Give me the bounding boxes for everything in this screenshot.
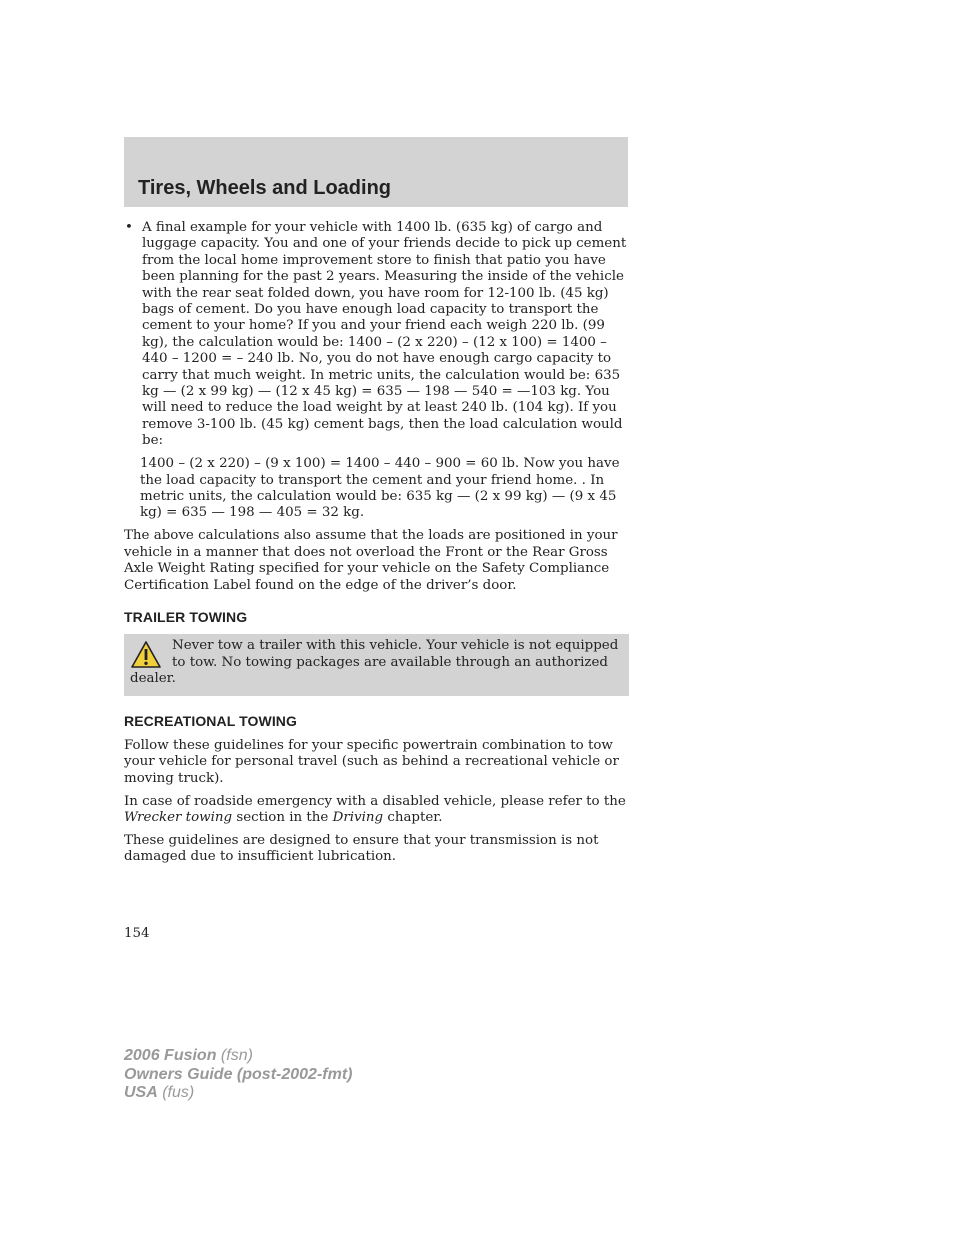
warning-icon [130, 640, 162, 670]
section-header-band [124, 137, 628, 207]
footer-line-3 [124, 1084, 352, 1103]
footer-line-1 [124, 1047, 352, 1066]
warning-text: Never tow a trailer with this vehicle. Your vehicle is not equipped to tow. No towing packages are available through an authorized dealer. [130, 638, 619, 687]
footer-model: 2006 Fusion [124, 1047, 217, 1064]
calculation-paragraph: 1400 – (2 x 220) – (9 x 100) = 1400 – 440 – 900 = 60 lb. Now you have the load capacity to transport the cement and your friend home. . In metric units, the calculation would be: 635 kg — (2 x 99 kg) — (9 x 45 kg) = 635 — 198 — 405 = 32 kg. [140, 456, 620, 521]
example-paragraph: A final example for your vehicle with 1400 lb. (635 kg) of cargo and luggage capacity. You and one of your friends decide to pick up cement from the local home improvement store to finish that patio you have been planning for the past 2 years. Measuring the inside of the vehicle with the rear seat folded down, you have room for 12-100 lb. (45 kg) bags of cement. Do you have enough load capacity to transport the cement to your home? If you and your friend each weigh 220 lb. (99 kg), the calculation would be: 1400 – (2 x 220) – (12 x 100) = 1400 – 440 – 1200 = – 240 lb. No, you do not have enough cargo capacity to carry that much weight. In metric units, the calculation would be: 635 kg — (2 x 99 kg) — (12 x 45 kg) = 635 — 198 — 540 = —103 kg. You will need to reduce the load weight by at least 240 lb. (104 kg). If you remove 3-100 lb. (45 kg) cement bags, then the load calculation would be: [142, 220, 627, 449]
document-footer [124, 1047, 352, 1103]
guidelines-paragraph: Follow these guidelines for your specific powertrain combination to tow your vehicle for personal travel (such as behind a recreational vehicle or moving truck). [124, 737, 619, 786]
driving-chapter-reference: Driving [332, 810, 384, 826]
lubrication-paragraph: These guidelines are designed to ensure that your transmission is not damaged due to insufficient lubrication. [124, 833, 599, 865]
footer-line-2 [124, 1066, 352, 1085]
recreational-towing-heading: RECREATIONAL TOWING [124, 712, 298, 729]
wrecker-towing-reference: Wrecker towing [124, 810, 233, 826]
footer-model-code: (fsn) [216, 1047, 253, 1064]
emergency-text-start: In case of roadside emergency with a disabled vehicle, please refer to the [124, 793, 626, 809]
footer-market-code: (fus) [157, 1084, 195, 1101]
footer-guide: Owners Guide (post-2002-fmt) [124, 1065, 353, 1083]
trailer-towing-heading: TRAILER TOWING [124, 608, 248, 625]
footer-market: USA [124, 1084, 158, 1101]
example-bullet [124, 220, 629, 456]
bullet-mark: • [125, 220, 133, 235]
emergency-text-end: chapter. [383, 810, 443, 826]
emergency-paragraph [124, 794, 629, 827]
page-number: 154 [124, 926, 150, 941]
section-title: Tires, Wheels and Loading [138, 177, 392, 199]
main-content [124, 220, 629, 872]
assumption-paragraph: The above calculations also assume that the loads are positioned in your vehicle in a manner that does not overload the Front or the Rear Gross Axle Weight Rating specified for your vehicle on the Safety Compliance Certification Label found on the edge of the driver’s door. [124, 528, 618, 593]
warning-box [124, 634, 629, 695]
emergency-text-middle: section in the [232, 810, 333, 826]
